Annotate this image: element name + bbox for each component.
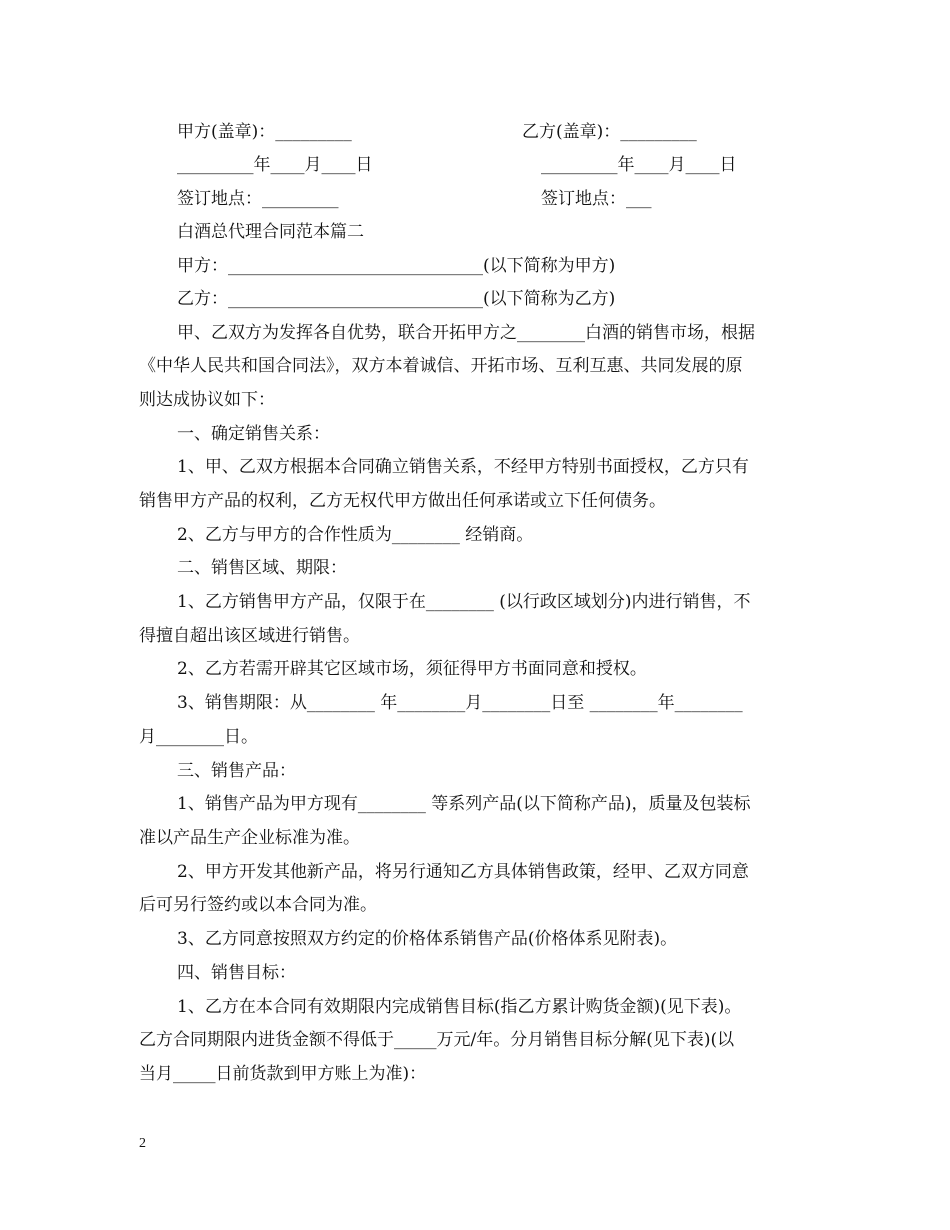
s2-p1-line-2: 得擅自超出该区域进行销售。 bbox=[139, 626, 360, 646]
s3-p3: 3、乙方同意按照双方约定的价格体系销售产品(价格体系见附表)。 bbox=[177, 929, 678, 949]
s4-p1-line-1: 1、乙方在本合同有效期限内完成销售目标(指乙方累计购货金额)(见下表)。 bbox=[177, 997, 742, 1017]
s3-p2-line-2: 后可另行签约或以本合同为准。 bbox=[139, 895, 377, 915]
s2-p2: 2、乙方若需开辟其它区域市场，须征得甲方书面同意和授权。 bbox=[177, 659, 647, 679]
s1-p2: 2、乙方与甲方的合作性质为________ 经销商。 bbox=[177, 525, 534, 545]
party-a-seal: 甲方(盖章)：_________ bbox=[177, 122, 352, 142]
s2-p1-line-1: 1、乙方销售甲方产品，仅限于在________ (以行政区域划分)内进行销售，不 bbox=[177, 592, 751, 612]
intro-line-2: 《中华人民共和国合同法》，双方本着诚信、开拓市场、互利互惠、共同发展的原 bbox=[139, 356, 743, 376]
page-number: 2 bbox=[139, 1136, 146, 1151]
s3-p2-line-1: 2、甲方开发其他新产品，将另行通知乙方具体销售政策，经甲、乙双方同意 bbox=[177, 862, 749, 882]
section-title: 白酒总代理合同范本篇二 bbox=[177, 222, 364, 242]
section-2-title: 二、销售区域、期限： bbox=[177, 558, 347, 578]
s3-p1-line-2: 准以产品生产企业标准为准。 bbox=[139, 828, 360, 848]
party-b-seal: 乙方(盖章)：_________ bbox=[522, 122, 697, 142]
signing-place-a: 签订地点：_________ bbox=[177, 189, 339, 209]
s4-p1-line-3: 当月_____日前货款到甲方账上为准)： bbox=[139, 1064, 427, 1084]
s4-p1-line-2: 乙方合同期限内进货金额不得低于_____万元/年。分月销售目标分解(见下表)(以 bbox=[139, 1030, 735, 1050]
s2-p3-line-1: 3、销售期限：从________ 年________月________日至 ________年________ bbox=[177, 693, 743, 713]
s1-p1-line-2: 销售甲方产品的权利，乙方无权代甲方做出任何承诺或立下任何债务。 bbox=[139, 491, 666, 511]
intro-line-1: 甲、乙双方为发挥各自优势，联合开拓甲方之________白酒的销售市场，根据 bbox=[177, 323, 755, 343]
section-3-title: 三、销售产品： bbox=[177, 761, 296, 781]
date-a: _________年____月____日 bbox=[177, 155, 373, 175]
s3-p1-line-1: 1、销售产品为甲方现有________ 等系列产品(以下简称产品)，质量及包装标 bbox=[177, 794, 751, 814]
signing-place-b: 签订地点：___ bbox=[541, 189, 652, 209]
party-a-line: 甲方：______________________________(以下简称为甲方) bbox=[177, 256, 616, 276]
section-4-title: 四、销售目标： bbox=[177, 963, 296, 983]
section-1-title: 一、确定销售关系： bbox=[177, 424, 330, 444]
s2-p3-line-2: 月________日。 bbox=[139, 727, 258, 747]
party-b-line: 乙方：______________________________(以下简称为乙方) bbox=[177, 289, 616, 309]
intro-line-3: 则达成协议如下： bbox=[139, 390, 275, 410]
s1-p1-line-1: 1、甲、乙双方根据本合同确立销售关系，不经甲方特别书面授权，乙方只有 bbox=[177, 457, 749, 477]
date-b: _________年____月____日 bbox=[541, 155, 737, 175]
